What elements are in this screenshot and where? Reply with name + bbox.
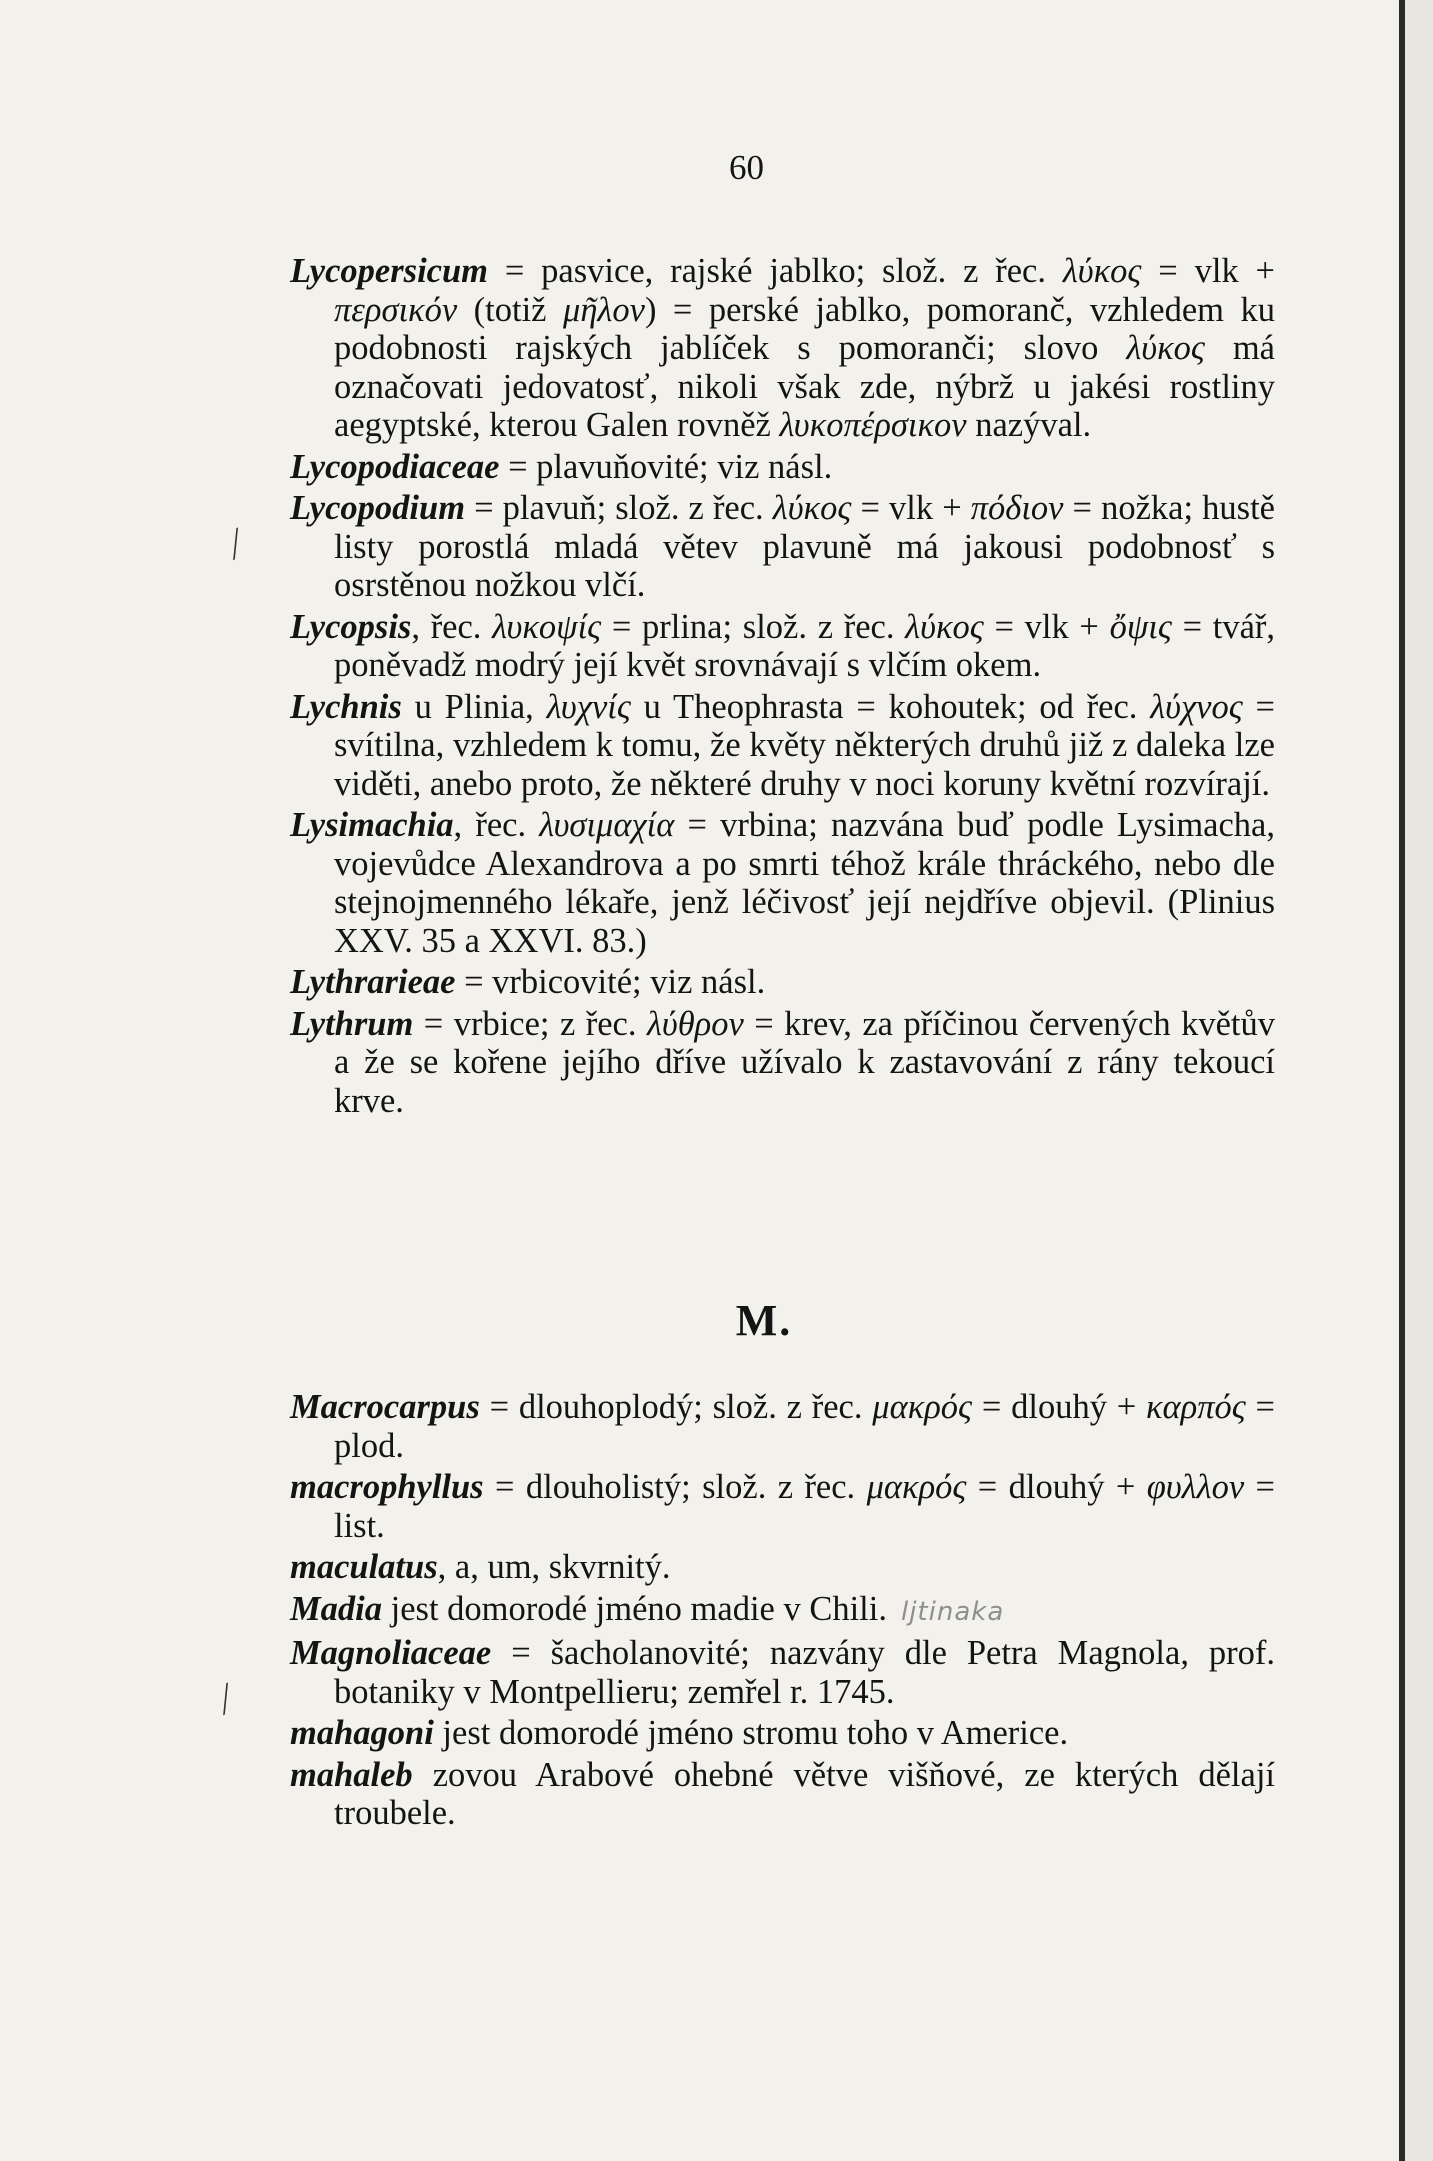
entry-magnoliaceae: Magnoliaceae = šacholanovité; nazvány dle Petra Magnola, prof. botaniky v Montpellieru; zemřel r. 1745. <box>290 1634 1275 1711</box>
entry-maculatus: maculatus, a, um, skvrnitý. <box>290 1548 671 1586</box>
entry-term: Madia <box>290 1589 383 1628</box>
entry-term: Lythrum <box>290 1004 414 1043</box>
entry-lycopodium: Lycopodium = plavuň; slož. z řec. λύκος = vlk + πόδιον = nožka; hustě listy porostlá mladá větev plavuně má jakousi podobnosť s osrstěnou nožkou vlčí. <box>290 489 1275 604</box>
entry-lythrarieae: Lythrarieae = vrbicovité; viz násl. <box>290 963 766 1001</box>
entry-term: mahagoni <box>290 1714 434 1752</box>
margin-pencil-mark: ⁄ <box>221 522 250 565</box>
entry-term: mahaleb <box>290 1755 413 1794</box>
entry-term: Lycopsis <box>290 607 412 646</box>
entry-term: Lycopersicum <box>290 252 489 290</box>
handwritten-note: ljtinaka <box>900 1596 1005 1627</box>
entry-lycopsis: Lycopsis, řec. λυκοψίς = prlina; slož. z řec. λύκος = vlk + ὄψις = tvář, poněvadž modrý její květ srovnávají s vlčím okem. <box>290 607 1276 684</box>
entry-lycopodiaceae: Lycopodiaceae = plavuňovité; viz násl. <box>290 447 833 486</box>
entry-term: Magnoliaceae <box>290 1634 492 1672</box>
entry-term: Lycopodium <box>290 489 466 527</box>
entry-term: macrophyllus <box>290 1468 484 1506</box>
entry-macrocarpus: Macrocarpus = dlouhoplodý; slož. z řec. μακρός = dlouhý + καρπός = plod. <box>290 1388 1275 1465</box>
section-heading: M. <box>735 1296 793 1345</box>
entry-mahagoni: mahagoni jest domorodé jméno stromu toho v Americe. <box>290 1714 1069 1752</box>
entry-macrophyllus: macrophyllus = dlouholistý; slož. z řec. μακρός = dlouhý + φυλλον = list. <box>290 1468 1276 1545</box>
entry-term: Lythrarieae <box>290 963 456 1001</box>
entry-term: Lysimachia <box>290 806 454 844</box>
entry-term: Macrocarpus <box>290 1388 480 1426</box>
m-section <box>290 1388 1275 1836</box>
entry-term: Lycopodiaceae <box>290 447 500 486</box>
entry-lythrum: Lythrum = vrbice; z řec. λύθρον = krev, za příčinou červených květův a že se kořene jejího dříve užívalo k zastavování z rány tekoucí krve. <box>290 1004 1275 1120</box>
page-edge <box>1399 0 1433 2161</box>
entry-madia: Madia jest domorodé jméno madie v Chili. ljtinaka <box>290 1589 1005 1628</box>
entry-lychnis: Lychnis u Plinia, λυχνίς u Theophrasta = kohoutek; od řec. λύχνος = svítilna, vzhledem k tomu, že květy některých druhů již z daleka lze viděti, anebo proto, že některé druhy v noci koruny květní rozvírají. <box>290 687 1275 803</box>
entry-term: maculatus <box>290 1548 438 1586</box>
entry-term: Lychnis <box>290 687 402 726</box>
l-section <box>290 252 1275 1123</box>
entry-lycopersicum: Lycopersicum = pasvice, rajské jablko; slož. z řec. λύκος = vlk + περσικόν (totiž μῆλον) = perské jablko, pomoranč, vzhledem ku podobnosti rajských jablíček s pomoranči; slovo λύκος má označovati jedovatosť, nikoli však zde, nýbrž u jakési rostliny aegyptské, kterou Galen rovněž λυκοπέρσικον nazýval. <box>290 252 1276 444</box>
entry-mahaleb: mahaleb zovou Arabové ohebné větve višňové, ze kterých dělají troubele. <box>290 1755 1275 1832</box>
page-number: 60 <box>729 148 764 187</box>
entry-lysimachia: Lysimachia, řec. λυσιμαχία = vrbina; nazvána buď podle Lysimacha, vojevůdce Alexandrova a po smrti téhož krále thráckého, nebo dle stejnojmenného lékaře, jenž léčivosť její nejdříve objevil. (Plinius XXV. 35 a XXVI. 83.) <box>290 806 1275 960</box>
margin-pencil-mark: ⁄ <box>211 1677 240 1720</box>
